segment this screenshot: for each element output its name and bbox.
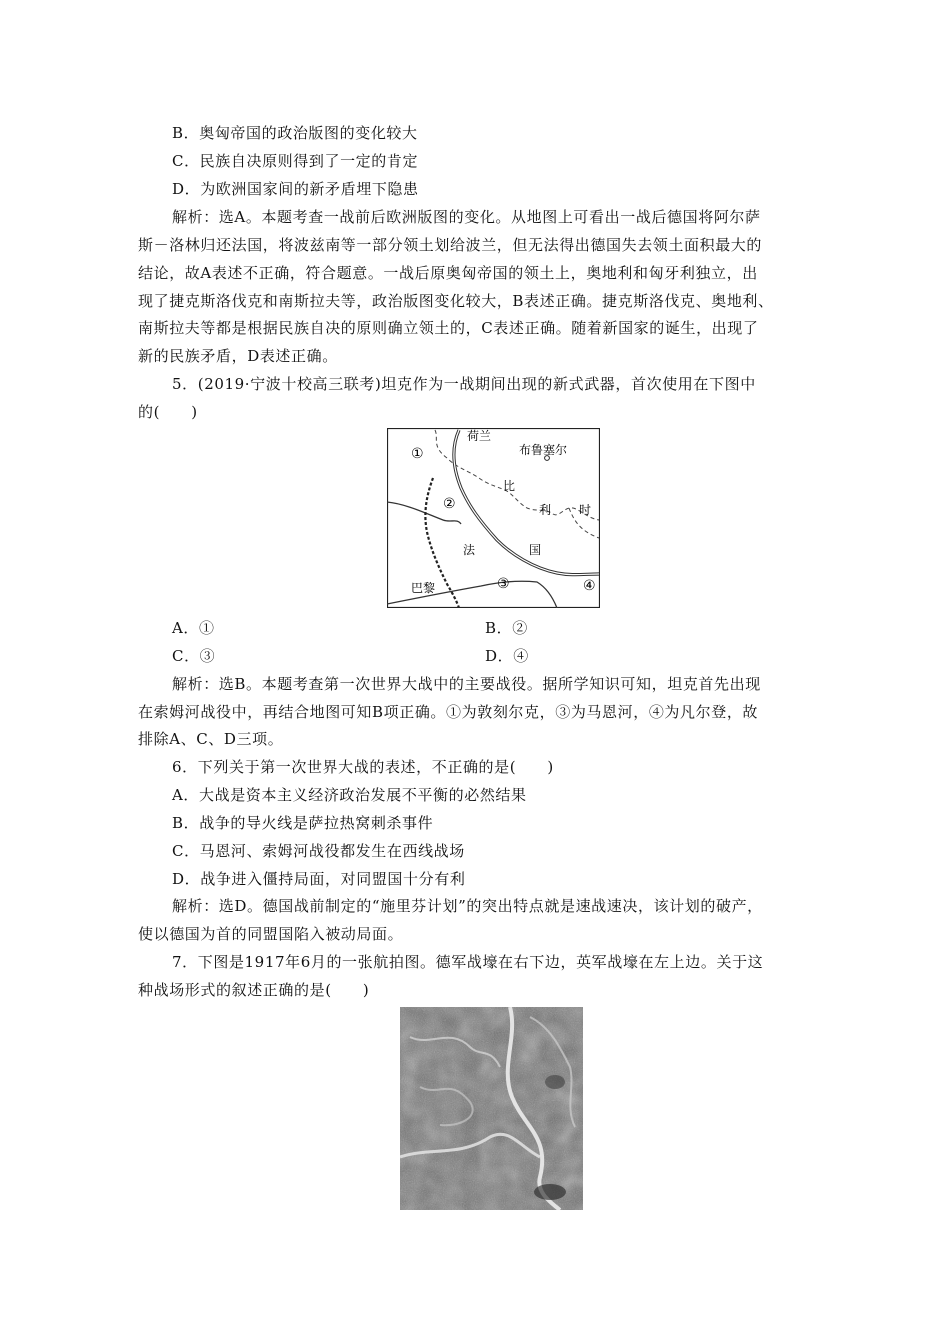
q4-analysis-line: 斯－洛林归还法国，将波兹南等一部分领土划给波兰，但无法得出德国失去领土面积最大的: [138, 236, 763, 254]
q5-analysis-line: 在索姆河战役中，再结合地图可知B项正确。①为敦刻尔克，③为马恩河，④为凡尔登，故: [138, 703, 759, 721]
q6-option-c: C．马恩河、索姆河战役都发生在西线战场: [172, 842, 465, 860]
q6-option-a: A．大战是资本主义经济政治发展不平衡的必然结果: [172, 786, 527, 804]
map-label-brussels: 布鲁塞尔: [519, 443, 568, 457]
q7-stem-line: 种战场形式的叙述正确的是( ): [138, 981, 370, 999]
map-label-li: 利: [539, 503, 552, 517]
q6-option-b: B．战争的导火线是萨拉热窝刺杀事件: [172, 814, 434, 832]
q4-analysis-line: 解析：选A。本题考查一战前后欧洲版图的变化。从地图上可看出一战后德国将阿尔萨: [172, 208, 761, 226]
q5-option-b: B．②: [485, 619, 528, 637]
q4-option-c: C．民族自决原则得到了一定的肯定: [172, 152, 419, 170]
map-marker-2: ②: [443, 496, 456, 512]
q5-analysis-line: 排除A、C、D三项。: [138, 730, 284, 748]
q5-analysis-line: 解析：选B。本题考查第一次世界大战中的主要战役。据所学知识可知，坦克首先出现: [172, 675, 761, 693]
map-marker-1: ①: [411, 446, 424, 462]
q4-analysis-line: 结论，故A表述不正确，符合题意。一战后原奥匈帝国的领土上，奥地利和匈牙利独立，出: [138, 264, 758, 282]
q4-option-d: D．为欧洲国家间的新矛盾埋下隐患: [172, 180, 419, 198]
map-marker-3: ③: [497, 576, 510, 592]
q6-analysis-line: 解析：选D。德国战前制定的“施里芬计划”的突出特点就是速战速决，该计划的破产，: [172, 897, 763, 915]
western-front-map: [387, 428, 600, 608]
q5-stem-line: 的( ): [138, 403, 198, 421]
map-label-paris: 巴黎: [411, 581, 436, 595]
q5-option-c: C．③: [172, 647, 216, 665]
map-label-holland: 荷兰: [467, 429, 492, 443]
q6-option-d: D．战争进入僵持局面，对同盟国十分有利: [172, 870, 466, 888]
map-label-shi: 时: [579, 503, 592, 517]
map-marker-4: ④: [583, 578, 596, 594]
q5-option-a: A．①: [172, 619, 215, 637]
q7-stem-line: 7．下图是1917年6月的一张航拍图。德军战壕在右下边，英军战壕在左上边。关于这: [172, 953, 764, 971]
q6-stem: 6．下列关于第一次世界大战的表述，不正确的是( ): [172, 758, 554, 776]
q5-stem-line: 5．(2019·宁波十校高三联考)坦克作为一战期间出现的新式武器，首次使用在下图中: [172, 375, 756, 393]
map-label-guo: 国: [529, 543, 542, 557]
q5-option-d: D．④: [485, 647, 529, 665]
map-label-fa: 法: [463, 543, 476, 557]
q6-analysis-line: 使以德国为首的同盟国陷入被动局面。: [138, 925, 404, 943]
map-label-bi: 比: [503, 479, 516, 493]
q4-analysis-line: 新的民族矛盾，D表述正确。: [138, 347, 338, 365]
q4-option-b: B．奥匈帝国的政治版图的变化较大: [172, 124, 418, 142]
q4-analysis-line: 南斯拉夫等都是根据民族自决的原则确立领土的，C表述正确。随着新国家的诞生，出现了: [138, 319, 759, 337]
aerial-trench-photo: [400, 1007, 583, 1210]
q4-analysis-line: 现了捷克斯洛伐克和南斯拉夫等，政治版图变化较大，B表述正确。捷克斯洛伐克、奥地利、: [138, 292, 774, 310]
